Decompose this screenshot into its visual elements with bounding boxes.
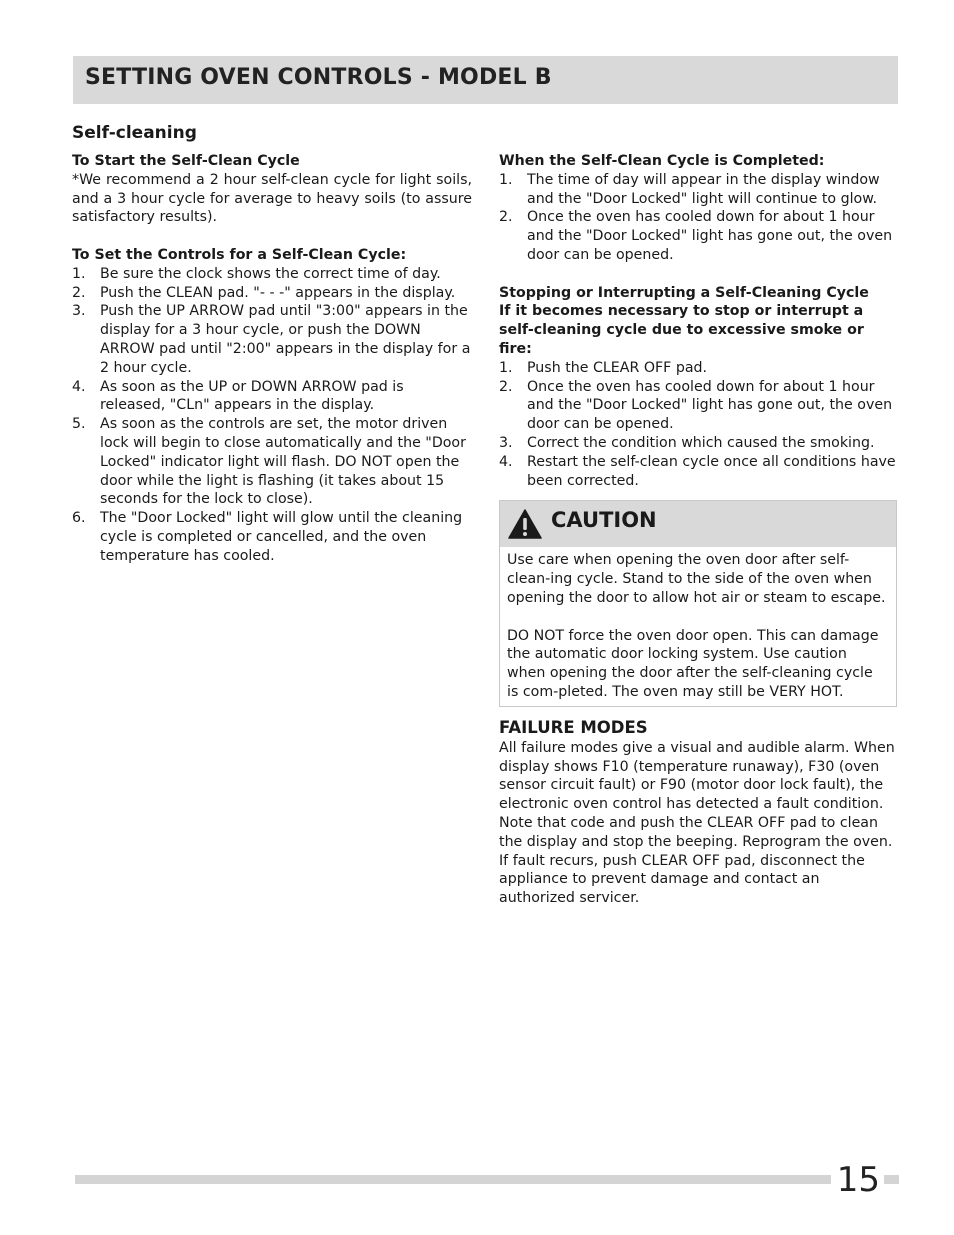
stopping-heading: Stopping or Interrupting a Self-Cleaning Cycle (499, 284, 869, 301)
caution-paragraph: DO NOT force the oven door open. This can damage the automatic door locking system. Use caution when opening the door after the self-cleaning cycle is com-pleted. The oven may still be VERY HOT. (507, 627, 879, 700)
failure-modes-text: All failure modes give a visual and audible alarm. When display shows F10 (temperature runaway), F30 (oven sensor circuit fault) or F90 (motor door lock fault), the electronic oven control has detected a fault condition. Note that code and push the CLEAR OFF pad to clean the display and stop the beeping. Reprogram the oven. If fault recurs, push CLEAR OFF pad, disconnect the appliance to prevent damage and contact an authorized servicer. (499, 739, 895, 907)
section-title-self-cleaning: Self-cleaning (72, 123, 197, 143)
list-item: 6. The "Door Locked" light will glow until the cleaning cycle is completed or cancelled, and the oven temperature has cooled. (72, 510, 463, 564)
list-item: 2. Once the oven has cooled down for about 1 hour and the "Door Locked" light has gone out, the oven door can be opened. (499, 378, 893, 433)
right-column (499, 152, 897, 908)
list-item: 4. Restart the self-clean cycle once all conditions have been corrected. (499, 453, 896, 489)
completed-heading: When the Self-Clean Cycle is Completed: (499, 153, 825, 169)
list-item: 3. Correct the condition which caused the smoking. (499, 434, 875, 451)
list-item: 3. Push the UP ARROW pad until "3:00" appears in the display for a 3 hour cycle, or push the DOWN ARROW pad until "2:00" appears in the display for a 2 hour cycle. (72, 303, 471, 376)
list-item: 1. The time of day will appear in the display window and the "Door Locked" light will continue to glow. (499, 171, 880, 207)
set-controls-heading: To Set the Controls for a Self-Clean Cycle: (72, 246, 407, 263)
warning-triangle-icon (508, 509, 542, 539)
page-number: 15 (831, 1160, 884, 1200)
failure-modes-heading: FAILURE MODES (499, 717, 648, 737)
caution-box (499, 500, 897, 706)
title-bar (73, 56, 898, 104)
list-item: 1. Be sure the clock shows the correct time of day. (72, 265, 441, 282)
start-cycle-heading: To Start the Self-Clean Cycle (72, 153, 300, 169)
footer-bar (75, 1175, 899, 1184)
list-item: 5. As soon as the controls are set, the motor driven lock will begin to close automatically and the "Door Locked" indicator light will flash. DO NOT open the door while the light is flashing (it takes about 15 seconds for the lock to close). (72, 416, 466, 508)
stopping-subheading: If it becomes necessary to stop or interrupt a self-cleaning cycle due to excessive smoke or fire: (499, 303, 864, 357)
list-item: 2. Once the oven has cooled down for about 1 hour and the "Door Locked" light has gone out, the oven door can be opened. (499, 209, 893, 263)
stopping-steps (499, 359, 897, 491)
caution-label: CAUTION (551, 508, 657, 533)
caution-header (500, 501, 896, 547)
left-column (72, 122, 472, 566)
list-item: 1. Push the CLEAR OFF pad. (499, 359, 708, 376)
list-item: 2. Push the CLEAN pad. "- - -" appears in the display. (72, 284, 456, 301)
set-controls-steps (72, 265, 472, 566)
caution-paragraph: Use care when opening the oven door after self-clean-ing cycle. Stand to the side of the oven when opening the door to allow hot air or steam to escape. (507, 552, 886, 606)
completed-steps (499, 171, 897, 265)
start-cycle-text: *We recommend a 2 hour self-clean cycle for light soils, and a 3 hour cycle for average to heavy soils (to assure satisfactory results). (72, 171, 472, 226)
page-title: SETTING OVEN CONTROLS - MODEL B (85, 65, 552, 90)
list-item: 4. As soon as the UP or DOWN ARROW pad is released, "CLn" appears in the display. (72, 378, 404, 414)
caution-body (500, 547, 896, 705)
